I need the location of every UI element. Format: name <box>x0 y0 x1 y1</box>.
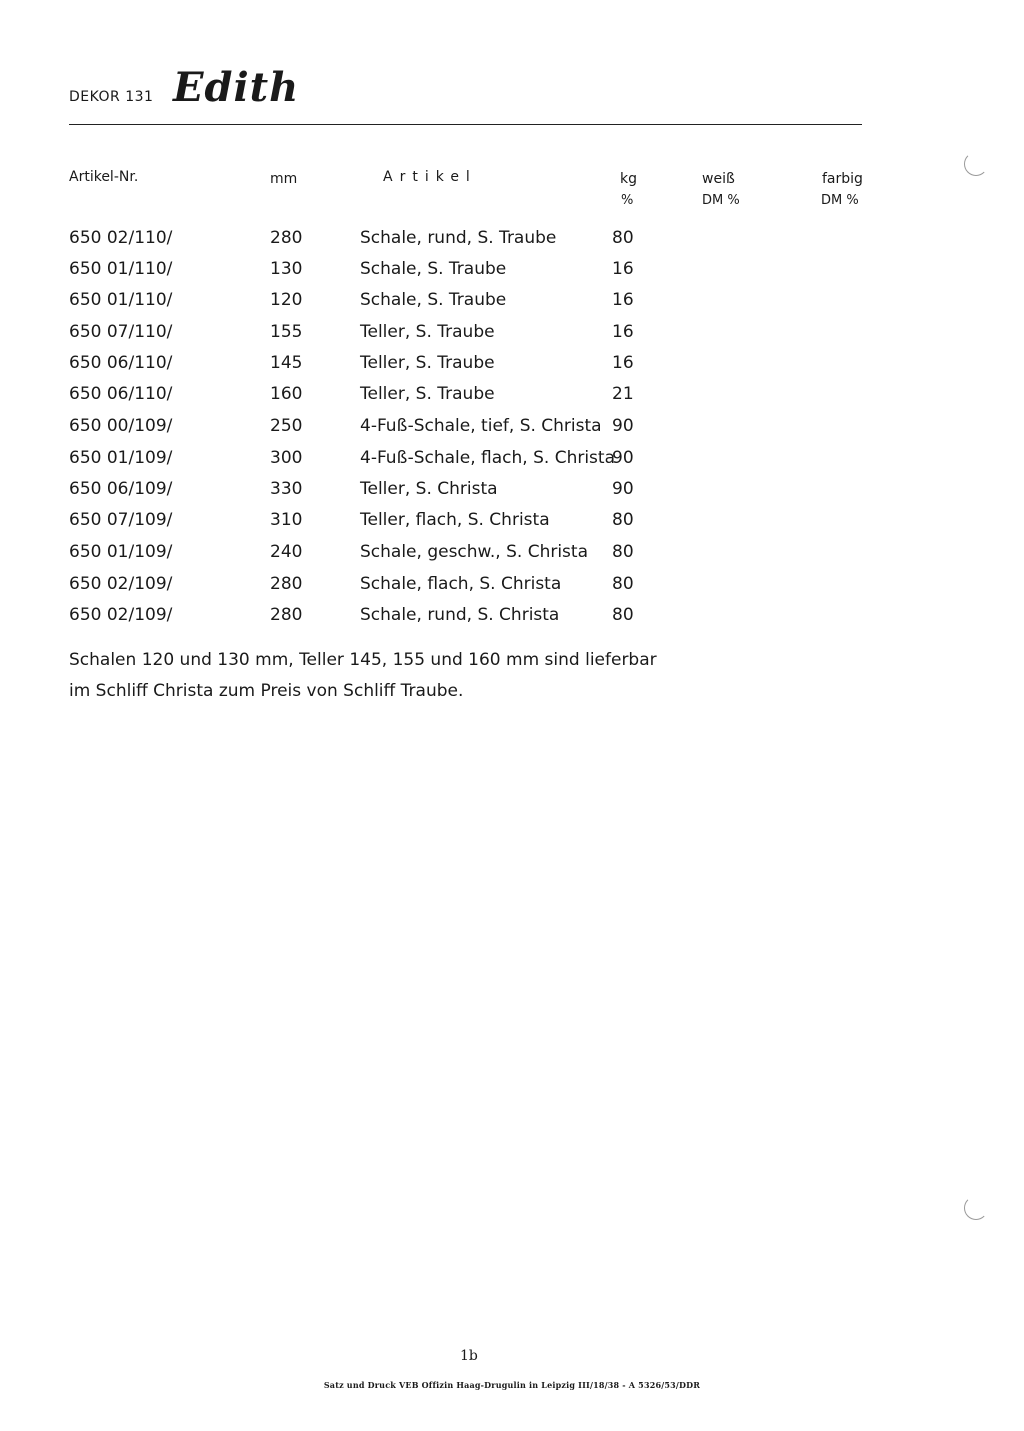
table-row <box>0 542 1024 572</box>
cell-nr: 650 00/109/ <box>69 416 173 436</box>
table-row <box>0 574 1024 604</box>
cell-artikel: Teller, S. Traube <box>360 353 495 373</box>
cell-artikel: Teller, flach, S. Christa <box>360 510 550 530</box>
cell-nr: 650 06/109/ <box>69 479 173 499</box>
cell-artikel: Schale, rund, S. Traube <box>360 228 557 248</box>
cell-kg: 16 <box>612 353 634 373</box>
cell-mm: 280 <box>270 228 303 248</box>
cell-mm: 280 <box>270 574 303 594</box>
cell-nr: 650 01/109/ <box>69 542 173 562</box>
table-row <box>0 228 1024 258</box>
col-farbig-unit: DM % <box>821 193 859 208</box>
cell-nr: 650 02/109/ <box>69 605 173 625</box>
cell-nr: 650 01/110/ <box>69 290 173 310</box>
note-line-2: im Schliff Christa zum Preis von Schliff Traube. <box>69 681 464 701</box>
punch-hole-top <box>964 152 988 176</box>
punch-hole-bottom <box>964 1196 988 1220</box>
col-artikel: Artikel <box>383 169 477 185</box>
cell-kg: 80 <box>612 605 634 625</box>
cell-kg: 80 <box>612 574 634 594</box>
header-rule <box>69 124 862 125</box>
cell-artikel: Schale, geschw., S. Christa <box>360 542 588 562</box>
note-line-1: Schalen 120 und 130 mm, Teller 145, 155 und 160 mm sind lieferbar <box>69 650 657 670</box>
table-row <box>0 384 1024 414</box>
cell-kg: 80 <box>612 510 634 530</box>
cell-kg: 80 <box>612 228 634 248</box>
cell-artikel: 4-Fuß-Schale, flach, S. Christa <box>360 448 615 468</box>
table-row <box>0 448 1024 478</box>
cell-mm: 155 <box>270 322 303 342</box>
cell-kg: 16 <box>612 259 634 279</box>
table-row <box>0 322 1024 352</box>
cell-kg: 16 <box>612 290 634 310</box>
col-kg: kg <box>620 171 637 187</box>
table-row <box>0 259 1024 289</box>
cell-kg: 90 <box>612 448 634 468</box>
cell-mm: 120 <box>270 290 303 310</box>
table-row <box>0 290 1024 320</box>
cell-mm: 160 <box>270 384 303 404</box>
cell-artikel: 4-Fuß-Schale, tief, S. Christa <box>360 416 602 436</box>
table-row <box>0 605 1024 635</box>
cell-mm: 250 <box>270 416 303 436</box>
table-row <box>0 416 1024 446</box>
cell-artikel: Schale, flach, S. Christa <box>360 574 562 594</box>
pattern-title: Edith <box>173 64 300 111</box>
cell-nr: 650 07/110/ <box>69 322 173 342</box>
cell-kg: 90 <box>612 416 634 436</box>
cell-nr: 650 02/110/ <box>69 228 173 248</box>
cell-kg: 21 <box>612 384 634 404</box>
cell-nr: 650 06/110/ <box>69 384 173 404</box>
col-kg-unit: % <box>621 193 634 208</box>
cell-mm: 130 <box>270 259 303 279</box>
page-header <box>69 64 862 114</box>
cell-kg: 90 <box>612 479 634 499</box>
cell-nr: 650 07/109/ <box>69 510 173 530</box>
col-farbig: farbig <box>822 171 863 187</box>
printer-imprint: Satz und Druck VEB Offizin Haag-Drugulin in Leipzig III/18/38 - A 5326/53/DDR <box>323 1380 701 1390</box>
cell-artikel: Schale, S. Traube <box>360 259 507 279</box>
col-artikel-nr: Artikel-Nr. <box>69 169 139 185</box>
cell-mm: 145 <box>270 353 303 373</box>
col-mm: mm <box>270 171 298 187</box>
cell-artikel: Teller, S. Traube <box>360 322 495 342</box>
table-row <box>0 353 1024 383</box>
col-weiss: weiß <box>702 171 735 187</box>
cell-mm: 330 <box>270 479 303 499</box>
availability-note <box>69 645 657 707</box>
cell-nr: 650 01/110/ <box>69 259 173 279</box>
cell-kg: 80 <box>612 542 634 562</box>
cell-artikel: Schale, rund, S. Christa <box>360 605 560 625</box>
table-row <box>0 510 1024 540</box>
cell-mm: 310 <box>270 510 303 530</box>
cell-artikel: Teller, S. Christa <box>360 479 498 499</box>
cell-artikel: Schale, S. Traube <box>360 290 507 310</box>
cell-mm: 240 <box>270 542 303 562</box>
dekor-label: DEKOR 131 <box>69 89 154 105</box>
cell-artikel: Teller, S. Traube <box>360 384 495 404</box>
cell-nr: 650 02/109/ <box>69 574 173 594</box>
page-number: 1b <box>460 1348 478 1364</box>
cell-mm: 300 <box>270 448 303 468</box>
cell-mm: 280 <box>270 605 303 625</box>
col-weiss-unit: DM % <box>702 193 740 208</box>
cell-nr: 650 06/110/ <box>69 353 173 373</box>
cell-kg: 16 <box>612 322 634 342</box>
table-row <box>0 479 1024 509</box>
cell-nr: 650 01/109/ <box>69 448 173 468</box>
